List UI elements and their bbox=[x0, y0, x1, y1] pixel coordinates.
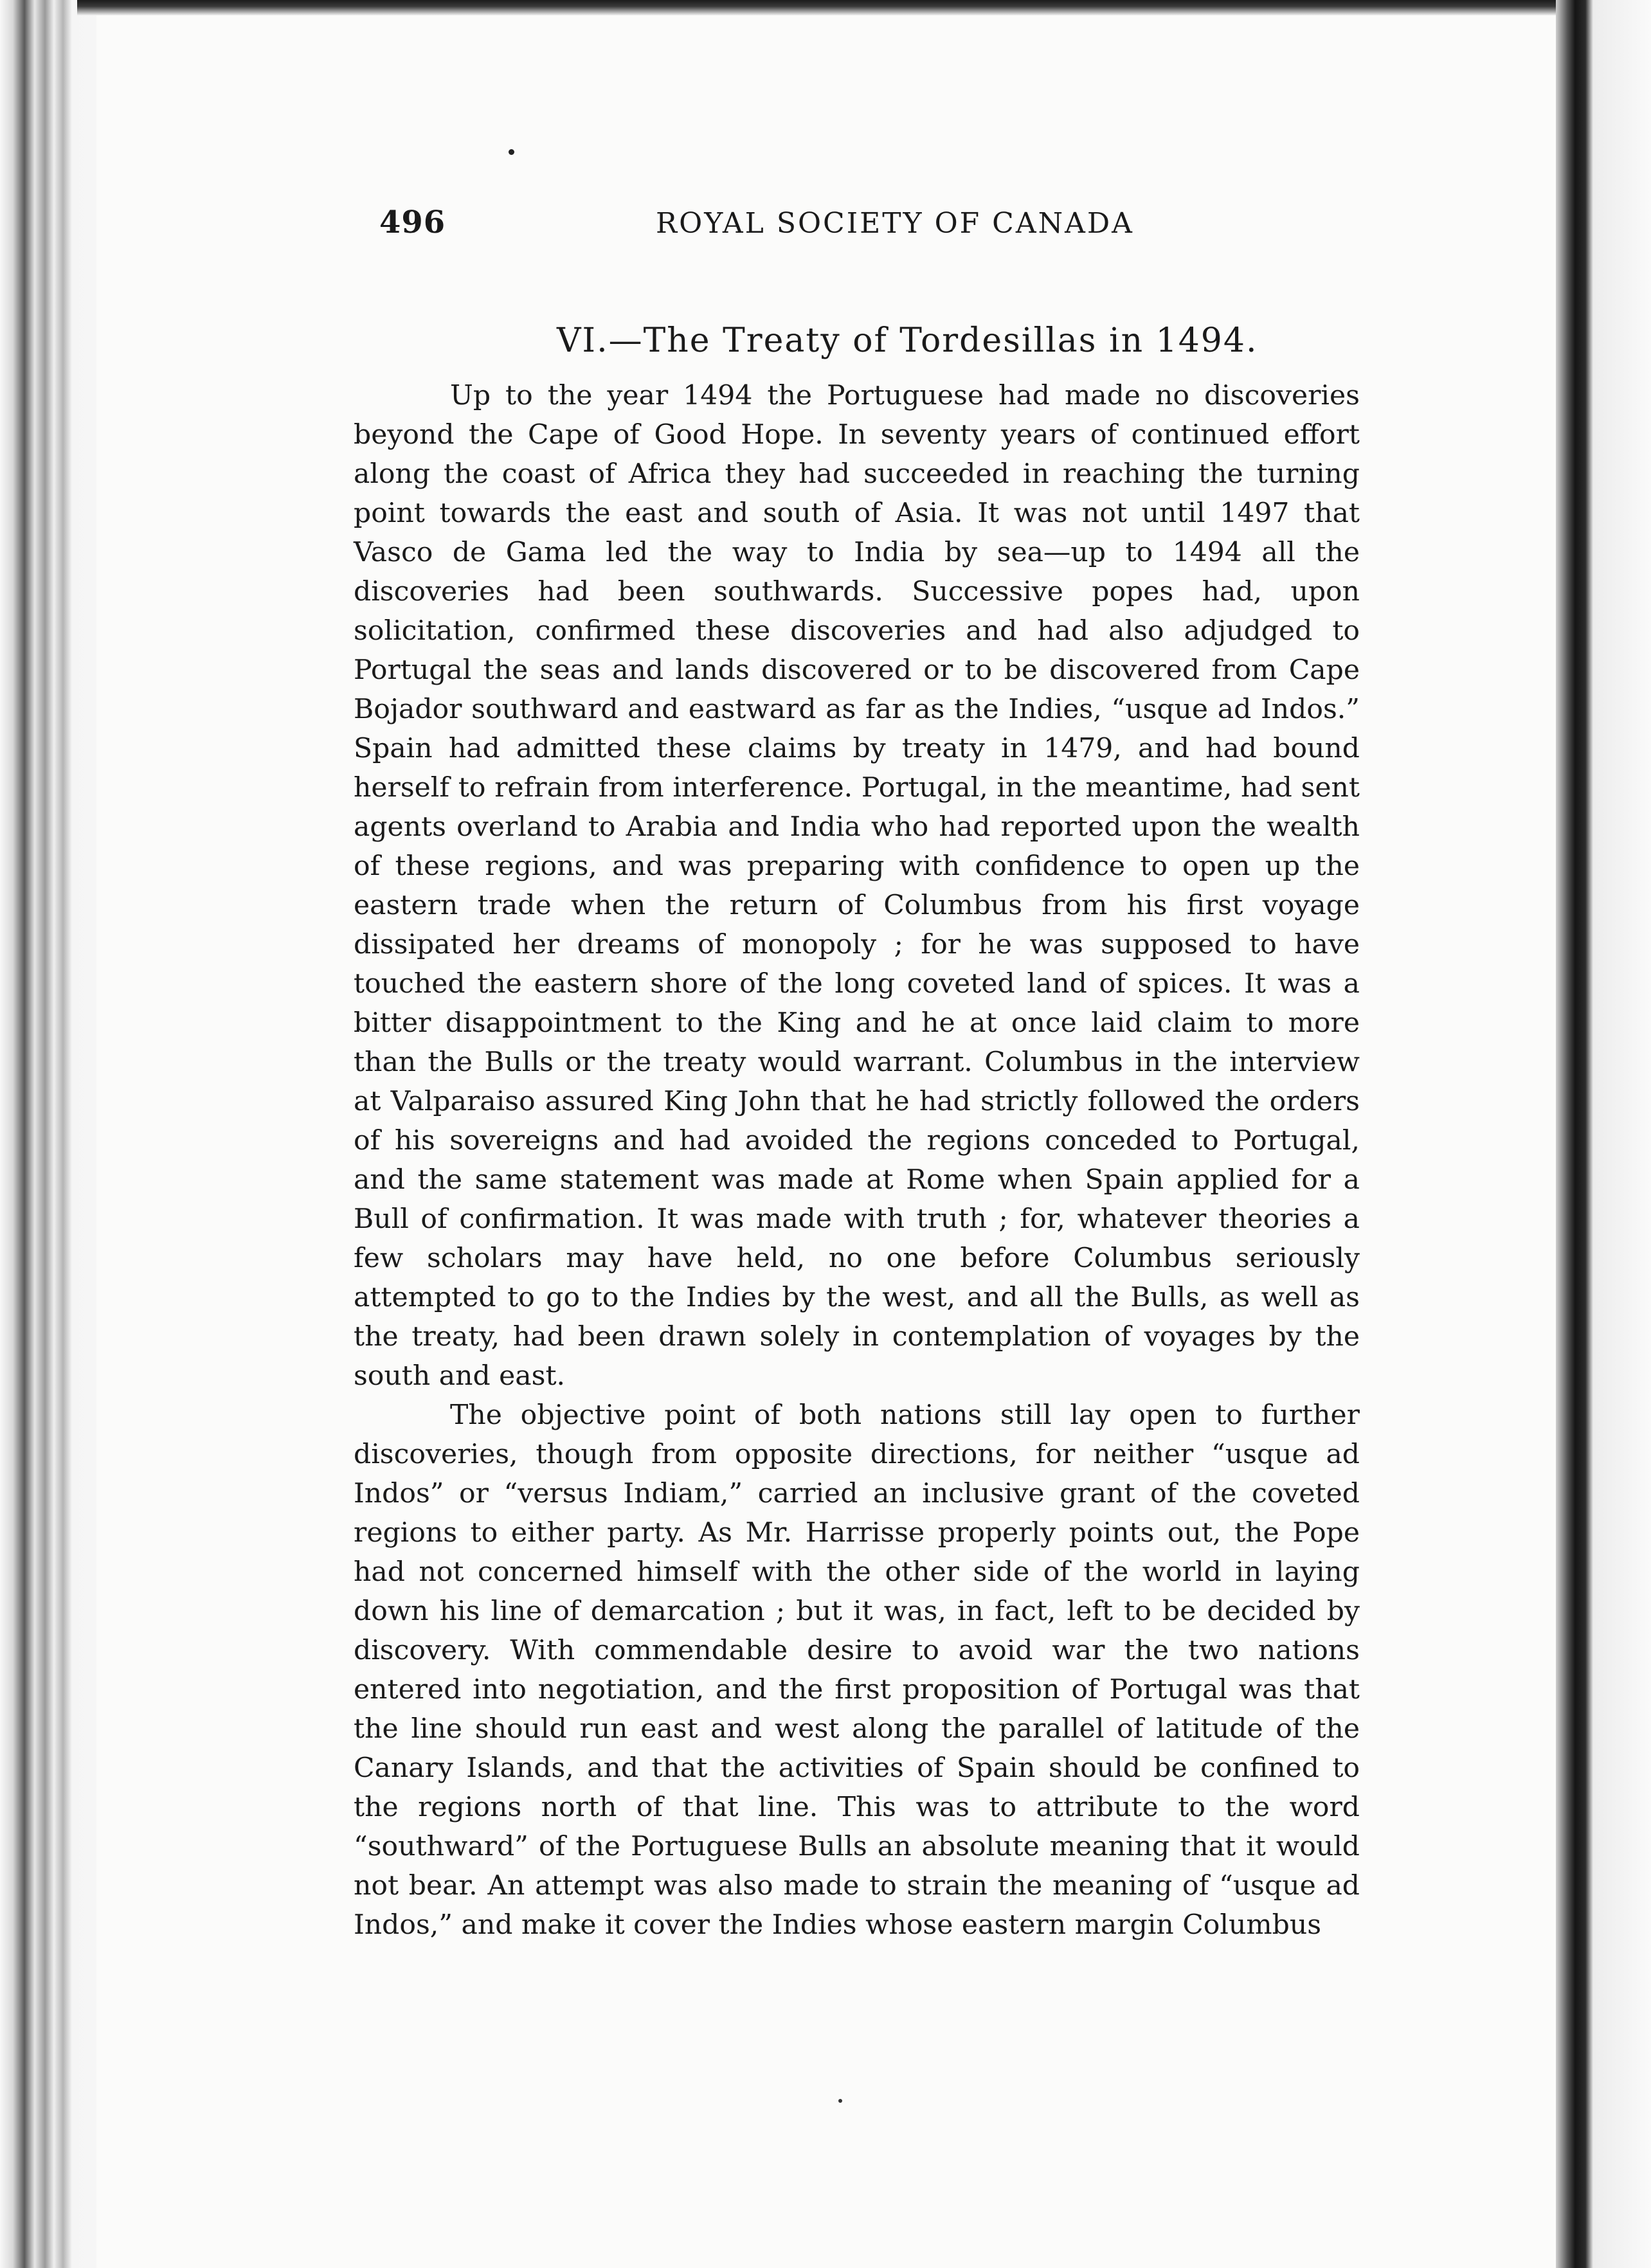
article-title-text: VI.—The Treaty of Tordesillas in 1494. bbox=[557, 321, 1258, 360]
paragraph: Up to the year 1494 the Portuguese had made no discoveries beyond the Cape of Good Hope. In seventy years of continued effort along the coast of Africa they had succeeded in reaching the turning point towards the east and south of Asia. It was not until 1497 that Vasco de Gama led the way to India by sea—up to 1494 all the discoveries had been southwards. Successive popes had, upon solicitation, confirmed these discoveries and had also adjudged to Portugal the seas and lands discovered or to be discovered from Cape Bojador southward and eastward as far as the Indies, “usque ad Indos.” Spain had admitted these claims by treaty in 1479, and had bound herself to refrain from interference. Portugal, in the meantime, had sent agents overland to Arabia and India who had reported upon the wealth of these regions, and was preparing with confidence to open up the eastern trade when the return of Columbus from his first voyage dissipated her dreams of monopoly ; for he was supposed to have touched the eastern shore of the long coveted land of spices. It was a bitter disappointment to the King and he at once laid claim to more than the Bulls or the treaty would warrant. Columbus in the interview at Valparaiso assured King John that he had strictly followed the orders of his sovereigns and had avoided the regions conceded to Portugal, and the same statement was made at Rome when Spain applied for a Bull of confirmation. It was made with truth ; for, whatever theories a few scholars may have held, no one before Columbus seriously attempted to go to the Indies by the west, and all the Bulls, as well as the treaty, had been drawn solely in contemplation of voyages by the south and east. bbox=[354, 380, 1360, 1392]
article-body bbox=[354, 376, 1360, 1945]
running-head bbox=[0, 204, 1651, 249]
book-gutter bbox=[0, 0, 96, 2268]
speck-mark bbox=[838, 2099, 842, 2103]
speck-mark bbox=[509, 149, 514, 155]
book-right-edge bbox=[1556, 0, 1651, 2268]
journal-title: ROYAL SOCIETY OF CANADA bbox=[656, 207, 1134, 240]
paragraph: The objective point of both nations still lay open to further discoveries, though from opposite directions, for neither “usque ad Indos” or “versus Indiam,” carried an inclusive grant of the coveted regions to either party. As Mr. Harrisse properly points out, the Pope had not concerned himself with the other side of the world in laying down his line of demarcation ; but it was, in fact, left to be decided by discovery. With commendable desire to avoid war the two nations entered into negotiation, and the first proposition of Portugal was that the line should run east and west along the parallel of latitude of the Canary Islands, and that the activities of Spain should be confined to the regions north of that line. This was to attribute to the word “southward” of the Portuguese Bulls an absolute meaning that it would not bear. An attempt was also made to strain the meaning of “usque ad Indos,” and make it cover the Indies whose eastern margin Columbus bbox=[354, 1400, 1360, 1941]
page-number: 496 bbox=[379, 204, 446, 240]
article-title bbox=[557, 321, 1258, 360]
page-top-edge bbox=[77, 0, 1575, 15]
